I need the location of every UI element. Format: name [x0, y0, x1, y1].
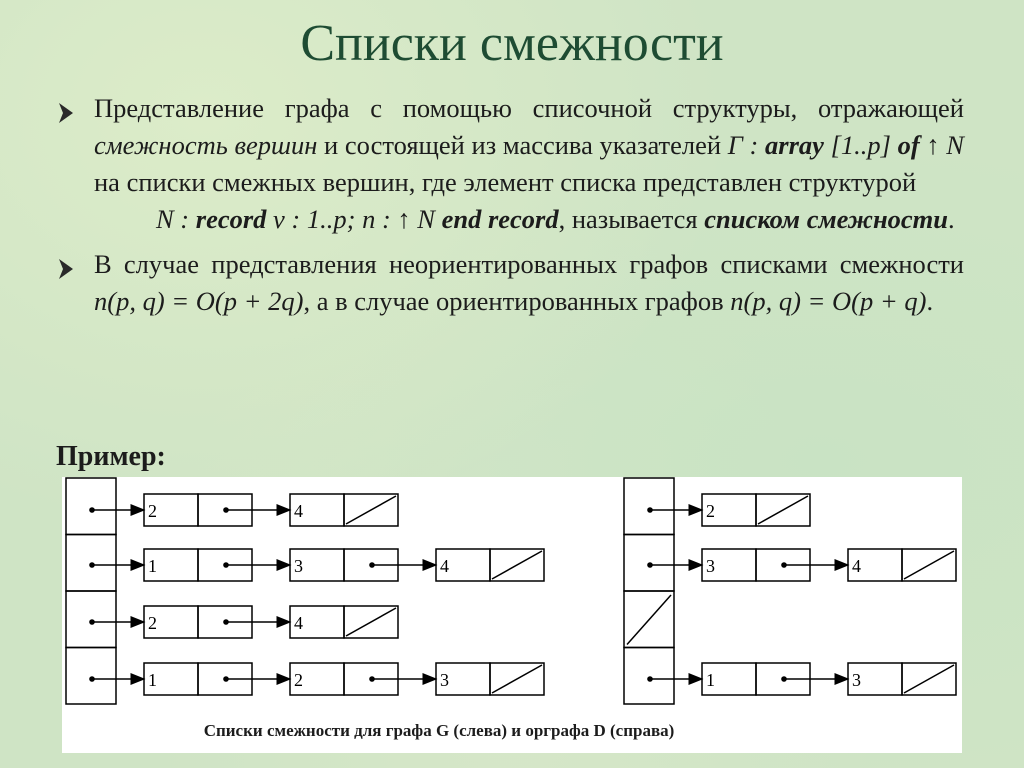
- graph-g-node-label: 3: [294, 556, 303, 576]
- formula-record: [156, 204, 559, 234]
- example-label: Пример:: [56, 441, 166, 472]
- digraph-d-array-cell: [624, 648, 674, 705]
- digraph-d-nil-mark: [627, 595, 671, 645]
- graph-g-node-label: 3: [440, 670, 449, 690]
- graph-g-node-label: 1: [148, 556, 157, 576]
- text: , называется: [558, 204, 705, 234]
- text: В случае представления неориентированных графов списками смежности: [94, 249, 964, 279]
- keyword-record: record: [195, 204, 267, 234]
- digraph-d-nil-mark: [904, 551, 954, 579]
- graph-g-array-cell: [66, 591, 116, 648]
- digraph-d-node-label: 3: [706, 556, 715, 576]
- graph-g-node-label: 1: [148, 670, 157, 690]
- formula-part: N :: [156, 204, 196, 234]
- keyword-array: array: [765, 130, 824, 160]
- graph-g-node-label: 2: [294, 670, 303, 690]
- bullet-item-1: [56, 90, 964, 238]
- graph-g-node-label: 4: [294, 501, 303, 521]
- digraph-d-array-cell: [624, 478, 674, 535]
- graph-g-node-label: 2: [148, 613, 157, 633]
- figure-caption: Списки смежности для графа G (слева) и орграфа D (справа): [203, 721, 675, 740]
- formula-part: ↑ N: [919, 130, 964, 160]
- term-adjacency-list: списком смежности: [704, 204, 949, 234]
- formula-part: v : 1..p; n : ↑ N: [266, 204, 442, 234]
- text: на списки смежных вершин, где элемент списка представлен структурой: [94, 167, 917, 197]
- graph-g-nil-mark: [346, 496, 396, 524]
- graph-g-nil-mark: [492, 665, 542, 693]
- formula-directed: n(p, q) = O(p + q): [730, 286, 927, 316]
- graph-g-node-label: 4: [440, 556, 449, 576]
- text: , а в случае ориентированных графов: [303, 286, 731, 316]
- digraph-d-node-label: 3: [852, 670, 861, 690]
- digraph-d-node-label: 1: [706, 670, 715, 690]
- digraph-d-nil-mark: [904, 665, 954, 693]
- graph-g-nil-mark: [492, 551, 542, 579]
- bullet-arrow-icon: [58, 97, 74, 134]
- graph-g-nil-mark: [346, 608, 396, 636]
- formula-part: Γ :: [727, 130, 765, 160]
- slide-title: Списки смежности: [300, 15, 724, 72]
- text: .: [926, 286, 934, 316]
- formula-part: [1..p]: [823, 130, 898, 160]
- formula-array: [728, 130, 964, 160]
- bullet-arrow-icon: [58, 253, 74, 290]
- graph-g-node-label: 4: [294, 613, 303, 633]
- bullet-item-2: [56, 246, 964, 320]
- keyword-end-record: end record: [441, 204, 559, 234]
- formula-undirected: n(p, q) = O(p + 2q): [94, 286, 304, 316]
- adjacency-diagram: [62, 477, 962, 753]
- text: и состоящей из массива указателей: [317, 130, 728, 160]
- text: Представление графа с помощью списочной структуры, отражающей: [94, 93, 964, 123]
- digraph-d-nil-mark: [758, 496, 808, 524]
- keyword-of: of: [897, 130, 920, 160]
- adjacency-figure: [62, 477, 962, 753]
- graph-g-array-cell: [66, 478, 116, 535]
- graph-g-array-cell: [66, 648, 116, 705]
- digraph-d-node-label: 4: [852, 556, 861, 576]
- text: .: [948, 204, 955, 234]
- digraph-d-node-label: 2: [706, 501, 715, 521]
- graph-g-node-label: 2: [148, 501, 157, 521]
- bullet-list: [56, 90, 964, 328]
- term-adjacency: смежность вершин: [94, 130, 318, 160]
